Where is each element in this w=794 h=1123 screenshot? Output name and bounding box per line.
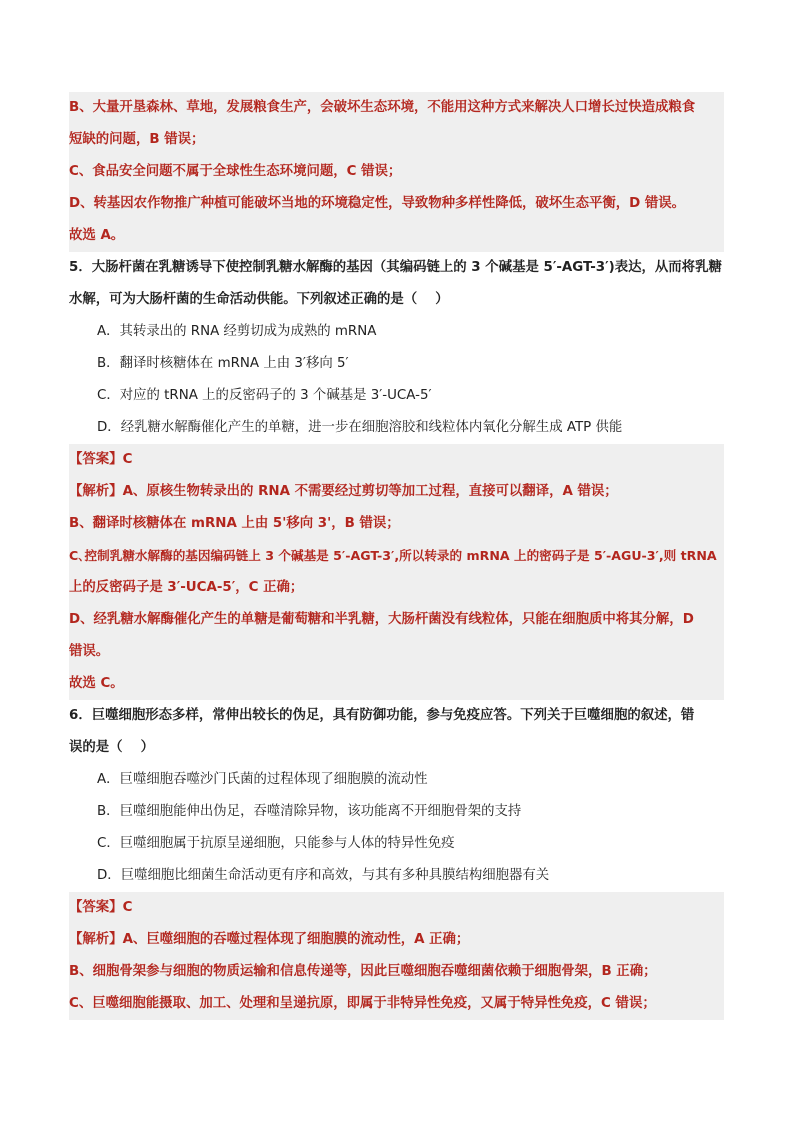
document-page — [69, 92, 724, 1020]
analysis-line: D、转基因农作物推广种植可能破坏当地的环境稳定性，导致物种多样性降低，破坏生态平衡，D 错误。 — [69, 188, 724, 220]
analysis-label: 【解析】 — [69, 484, 123, 499]
question-stem: 6．巨噬细胞形态多样，常伸出较长的伪足，具有防御功能，参与免疫应答。下列关于巨噬细胞的叙述，错 — [69, 708, 695, 723]
prev-analysis — [69, 92, 724, 252]
analysis-line — [69, 476, 724, 508]
option-b: B．巨噬细胞能伸出伪足，吞噬清除异物，该功能离不开细胞骨架的支持 — [97, 804, 522, 819]
option-a: A．巨噬细胞吞噬沙门氏菌的过程体现了细胞膜的流动性 — [97, 772, 428, 787]
option-c: C．巨噬细胞属于抗原呈递细胞，只能参与人体的特异性免疫 — [97, 836, 455, 851]
question-stem: 水解，可为大肠杆菌的生命活动供能。下列叙述正确的是（ ） — [69, 292, 449, 307]
question-stem: 5．大肠杆菌在乳糖诱导下使控制乳糖水解酶的基因（其编码链上的 3 个碱基是 5′-AGT-3′)表达，从而将乳糖 — [69, 260, 722, 275]
analysis-line: C､控制乳糖水解酶的基因编码链上 3 个碱基是 5′-AGT-3′,所以转录的 mRNA 上的密码子是 5′-AGU-3′,则 tRNA — [69, 540, 724, 572]
question-6 — [69, 700, 724, 1020]
analysis-text: A、原核生物转录出的 RNA 不需要经过剪切等加工过程，直接可以翻译，A 错误； — [122, 484, 618, 499]
analysis-line: B、翻译时核糖体在 mRNA 上由 5'移向 3'，B 错误； — [69, 508, 724, 540]
analysis-line: 故选 C。 — [69, 668, 724, 700]
analysis-label: 【解析】 — [69, 932, 123, 947]
answer-label: 【答案】 — [69, 900, 123, 915]
analysis-line: 错误。 — [69, 636, 724, 668]
option-d: D．巨噬细胞比细菌生命活动更有序和高效，与其有多种具膜结构细胞器有关 — [97, 868, 550, 883]
analysis-line: D、经乳糖水解酶催化产生的单糖是葡萄糖和半乳糖，大肠杆菌没有线粒体，只能在细胞质中将其分解，D — [69, 604, 724, 636]
analysis-line: C、食品安全问题不属于全球性生态环境问题，C 错误； — [69, 156, 724, 188]
analysis-line: 故选 A。 — [69, 220, 724, 252]
option-b: B．翻译时核糖体在 mRNA 上由 3′移向 5′ — [97, 356, 349, 371]
question-5 — [69, 252, 724, 700]
analysis-line: 短缺的问题，B 错误； — [69, 124, 724, 156]
analysis-line: C、巨噬细胞能摄取、加工、处理和呈递抗原，即属于非特异性免疫，又属于特异性免疫，C 错误； — [69, 988, 724, 1020]
analysis-line: B、大量开垦森林、草地，发展粮食生产，会破坏生态环境，不能用这种方式来解决人口增长过快造成粮食 — [69, 92, 724, 124]
answer-value: C — [122, 452, 133, 467]
analysis-line: 上的反密码子是 3′-UCA-5′，C 正确； — [69, 572, 724, 604]
analysis-text: A、巨噬细胞的吞噬过程体现了细胞膜的流动性，A 正确； — [122, 932, 470, 947]
answer-line — [69, 444, 724, 476]
analysis-line — [69, 924, 724, 956]
option-c: C．对应的 tRNA 上的反密码子的 3 个碱基是 3′-UCA-5′ — [97, 388, 432, 403]
option-a: A．其转录出的 RNA 经剪切成为成熟的 mRNA — [97, 324, 377, 339]
option-d: D．经乳糖水解酶催化产生的单糖，进一步在细胞溶胶和线粒体内氧化分解生成 ATP 供能 — [97, 420, 623, 435]
answer-label: 【答案】 — [69, 452, 123, 467]
answer-value: C — [122, 900, 133, 915]
analysis-line: B、细胞骨架参与细胞的物质运输和信息传递等，因此巨噬细胞吞噬细菌依赖于细胞骨架，B 正确； — [69, 956, 724, 988]
answer-line — [69, 892, 724, 924]
question-stem: 误的是（ ） — [69, 740, 155, 755]
